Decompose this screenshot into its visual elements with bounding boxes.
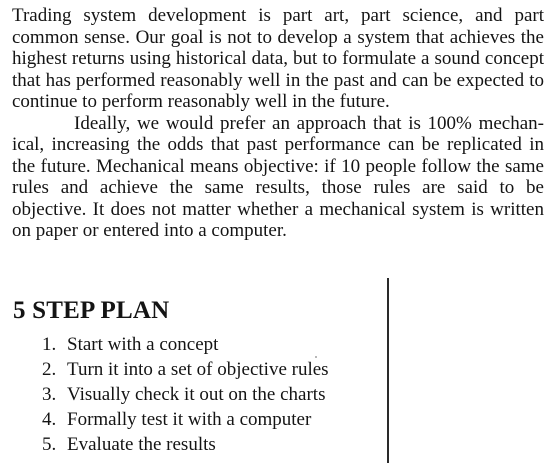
body-text	[12, 5, 544, 242]
list-item	[42, 382, 329, 407]
paragraph-intro: Trading system development is part art, part science, and part common sense. Our goal is not to develop a system that achieves the highest returns using historical data, but to formulate a sound concept that has performed reasonably well in the past and can be expected to continue to perform reasonably well in the future.	[12, 5, 544, 112]
step-number: 1.	[42, 334, 57, 355]
step-number: 4.	[42, 409, 57, 430]
paragraph-mechanical: Ideally, we would prefer an approach that is 100% mechanical, increasing the odds that past performance can be replicated in the future. Mechanical means objective: if 10 people follow the same rules and achieve the same results, those rules are said to be objective. It does not matter whether a mechanical system is written on paper or entered into a computer.	[12, 112, 544, 241]
step-text: Visually check it out on the charts	[67, 384, 326, 405]
vertical-divider	[387, 278, 389, 463]
step-text: Evaluate the results	[67, 434, 216, 455]
step-text: Start with a concept	[67, 334, 219, 355]
list-item	[42, 432, 329, 457]
step-number: 5.	[42, 434, 57, 455]
list-item	[42, 357, 329, 382]
step-text: Formally test it with a computer	[67, 409, 312, 430]
step-text: Turn it into a set of objective rules	[67, 359, 329, 380]
list-item	[42, 407, 329, 432]
step-number: 2.	[42, 359, 57, 380]
step-number: 3.	[42, 384, 57, 405]
step-list	[42, 332, 329, 457]
list-item	[42, 332, 329, 357]
plan-heading: 5 STEP PLAN	[13, 297, 170, 324]
